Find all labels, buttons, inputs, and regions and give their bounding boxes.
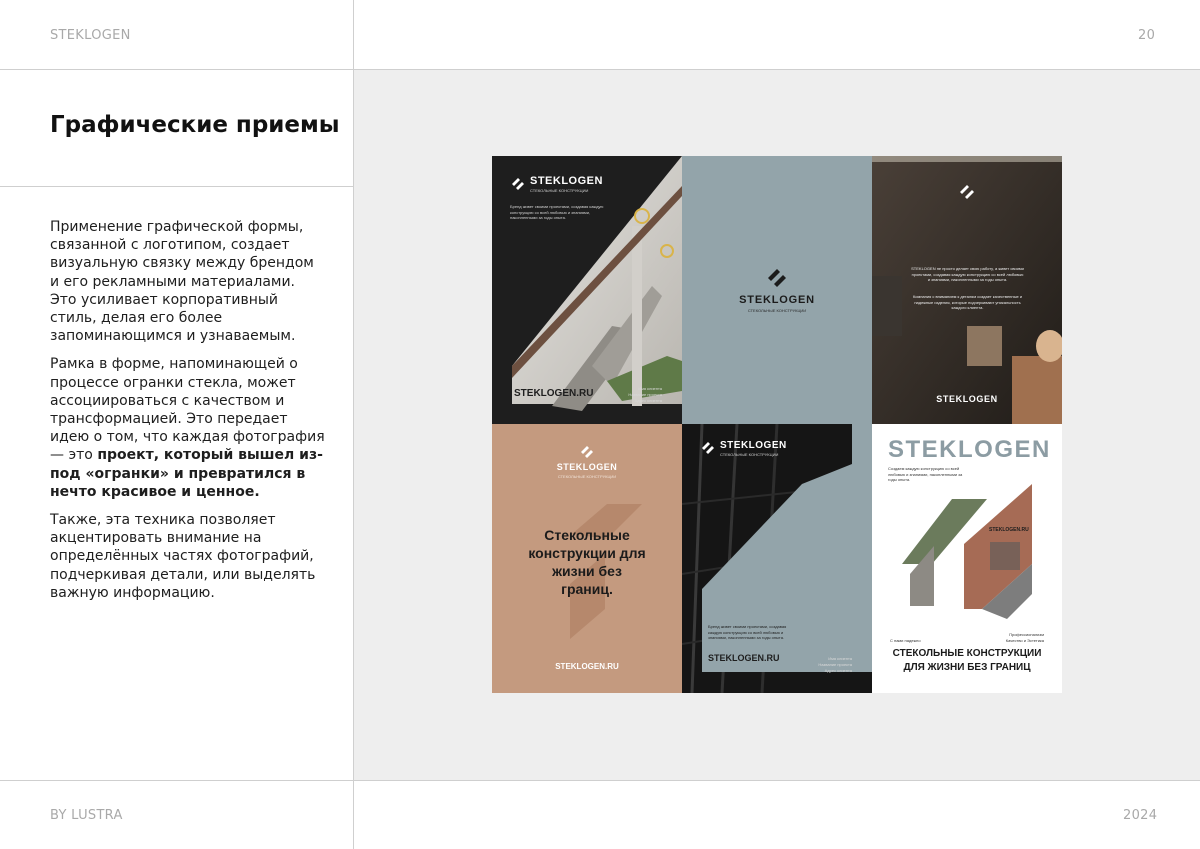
mockup-white: [872, 424, 1062, 693]
mockup-tagline: СТЕКОЛЬНЫЕ КОНСТРУКЦИИ: [530, 188, 589, 193]
mockup-info-2: Название проекта: [818, 662, 852, 667]
mockup-logo: STEKLOGEN: [739, 294, 815, 306]
logo-mark-icon: [510, 176, 526, 192]
paragraph-2-emphasis: проект, который вышел из-под «огранки» и превратился в нечто красивое и ценное.: [50, 447, 323, 500]
header-brand: STEKLOGEN: [50, 28, 131, 43]
mockup-left-note: С нами надежно: [890, 638, 921, 643]
mockup-grid: [492, 156, 1062, 693]
footer-year: 2024: [1123, 808, 1158, 823]
logo-mark-icon: [765, 266, 789, 290]
body-text: [50, 218, 325, 612]
mockup-site: STEKLOGEN.RU: [555, 662, 619, 671]
footer-author: BY LUSTRA: [50, 808, 123, 823]
stairs-photo: [492, 156, 682, 424]
mockup-logo: STEKLOGEN: [936, 394, 998, 404]
mockup-logo: STEKLOGEN: [556, 462, 618, 472]
mockup-architecture: [682, 424, 872, 693]
mockup-info-3: Адрес клиента: [634, 398, 662, 403]
footer-divider: [0, 780, 1200, 781]
mockup-headline: Стекольные конструкции для жизни без границ.: [528, 527, 646, 597]
mockup-text: Бренд живет своими проектами, создавая каждую конструкцию со всей любовью и знаниями, накопленными за годы опыта.: [510, 204, 604, 220]
mockup-text: Бренд живет своими проектами, создавая каждую конструкцию со всей любовью и знаниями, накопленными за годы опыта.: [708, 624, 787, 640]
mockup-slate-logo: [682, 156, 872, 424]
mockup-logo: STEKLOGEN: [888, 436, 1051, 463]
mockup-logo: STEKLOGEN: [530, 175, 603, 187]
mockup-info-2: Название проекта: [628, 392, 662, 397]
mockup-site: STEKLOGEN.RU: [989, 527, 1029, 533]
mockup-site: STEKLOGEN.RU: [514, 388, 594, 399]
paragraph-2: [50, 355, 325, 501]
mockup-headline-1: СТЕКОЛЬНЫЕ КОНСТРУКЦИИ: [892, 648, 1042, 659]
mockup-logo: STEKLOGEN: [720, 440, 787, 451]
mockup-right-note-1: Профессионализм: [1009, 632, 1044, 637]
mockup-info-1: Имя клиента: [638, 386, 662, 391]
mockup-tagline: СТЕКОЛЬНЫЕ КОНСТРУКЦИИ: [747, 308, 807, 313]
mockup-site: STEKLOGEN.RU: [708, 653, 780, 663]
page-number: 20: [1138, 28, 1156, 43]
mockup-right-note-2: Качество и Эстетика: [1005, 638, 1044, 643]
mockup-text-2: Компания с вниманием к деталям создает качественные и надежные изделия, которые подчеркивают уникальность каждого клиента.: [912, 294, 1023, 310]
paragraph-1: Применение графической формы, связанной с логотипом, создает визуальную связку между брендом и его рекламными материалами. Это усиливает корпоративный стиль, делая его более запоминающимся и узнаваемым.: [50, 219, 314, 345]
mockup-headline-2: ДЛЯ ЖИЗНИ БЕЗ ГРАНИЦ: [903, 662, 1031, 673]
paragraph-3: Также, эта техника позволяет акцентировать внимание на определённых частях фотографий, подчеркивая детали, или выделять важную информацию.: [50, 512, 316, 601]
title-divider: [0, 186, 354, 187]
page-title: Графические приемы: [50, 112, 340, 138]
mockup-info-1: Имя клиента: [828, 656, 852, 661]
logo-mark-icon: [957, 182, 977, 202]
mockup-tagline: СТЕКОЛЬНЫЕ КОНСТРУКЦИИ: [557, 474, 617, 479]
mockup-tagline: СТЕКОЛЬНЫЕ КОНСТРУКЦИИ: [720, 452, 779, 457]
logo-mark-icon: [700, 440, 716, 456]
mockup-text: Создаем каждую конструкцию со всей любовью и знаниями, накопленными за годы опыта.: [888, 466, 963, 482]
mockup-bathroom: [872, 156, 1062, 424]
paragraph-2-text: Рамка в форме, напоминающей о процессе огранки стекла, может ассоциироваться с качеством и трансформацией. Это передает идею о том, что каждая фотография — это: [50, 356, 325, 464]
mockup-text-1: STEKLOGEN не просто делает свою работу, а живет своими проектами, создавая каждую конструкцию со всей любовью и знаниями, накопленными за годы опыта.: [911, 266, 1024, 282]
mockup-terracotta: [492, 424, 682, 693]
mockup-info-3: Адрес клиента: [824, 668, 852, 673]
mockup-stairs: [492, 156, 682, 424]
logo-mark-icon: [579, 444, 595, 460]
